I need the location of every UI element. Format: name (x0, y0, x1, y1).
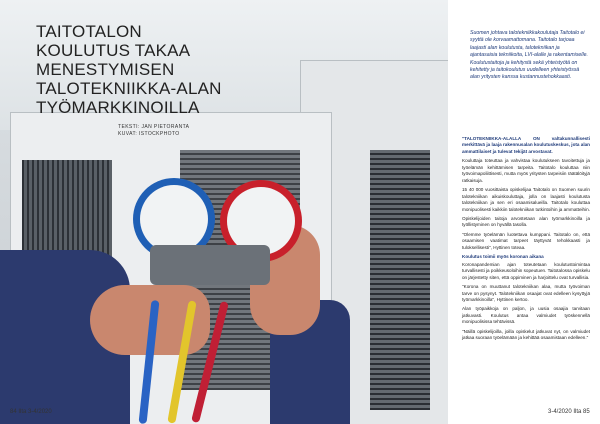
manifold-body (150, 245, 270, 285)
lead-paragraph: Suomen johtava talotekniikkakoulutaja Taitotalo ei syyttä ole korvaamattomana. Taitotalo tarjoaa laajasti alan koulutusta, talotekniikan ja ajantasaisia tekniikoita, LVI-alalle ja rakentamiselle. Koulutustaitoja ja kehitystä sekä yhteistyötä on kehitetty ja taitokoulutus uudelleen yhteistyössä alan yritysten kanssa kustannustehokkaasti. (470, 30, 588, 81)
body-paragraph: "Korona on muuttanut talotekniikan alaa, mutta työvoiman tarve on pysynyt. Talotekniikan osaajat ovat edelleen kysyttyjä työmarkkinoilla", Hyttinen kertoo. (462, 284, 590, 302)
credits (118, 124, 189, 138)
intro-paragraph: "TALOTEKNIIKKA-ALALLA ON valtakunnallisesti merkittävä ja laaja rakennusalan koulutuskeskus, jota alan ammattilaiset ja tulevat tekijät arvostavat. (462, 136, 590, 154)
ac-grille-right (370, 150, 430, 410)
body-paragraph: Opiskelijoiden taitoja arvostetaan alan työmarkkinoilla ja työllistyminen on hyvällä tasolla. (462, 215, 590, 228)
folio-right: 3-4/2020 Ilta 85 (548, 409, 590, 415)
subheading: Koulutus toimii myös koronan aikana (462, 254, 544, 260)
article-title: TAITOTALON KOULUTUS TAKAA MENESTYMISEN TALOTEKNIIKKA-ALAN TYÖMARKKINOILLA (36, 22, 222, 117)
credit-photo: KUVAT: ISTOCKPHOTO (118, 131, 180, 137)
body-paragraph: "Olemme työelämän luotettava kumppani. Taitotalo on, että osaamisen vaatimat tarpeet täyttyvät tehokkaasti ja tuloksellisesti", Hyttinen toteaa. (462, 231, 590, 250)
body-paragraph: 15 40 000 vuosittaista opiskelijaa Taitotalo on Suomen suurin talotekniikan aikuiskouluttaja, jolla on laajasti koulutusta talotekniikan ja sen eri osaamisalueilla. Taitotalo kouluttaa monipuolisesti kaikkiin talotekniikan tutkintoihin ja ammatteihin. (462, 187, 590, 212)
body-paragraph: Koronapandemian ajan toteutetaan koulutustoimintaa turvallisesti ja poikkeusoloihin sopeutuen. Taitotalossa opiskelu on järjestetty siten, että oppiminen ja harjoittelu ovat turvallisia. (462, 261, 590, 280)
body-paragraph: "Näillä opiskelijoilla, joilla opiskelut jatkuvat nyt, on valmiudet jatkaa suoraan työelämään ja kehittää osaamistaan edelleen." (462, 328, 590, 341)
body-paragraph: Kouluttaja toteuttaa ja vahvistaa koulutukseen tavoitettuja ja työelämän kehittämisen tarpeita. Taitotalo kouluttaa niin työvoimapoliittisesti, mutta myös yritysten tarpeisiin räätälöityjä ratkaisuja. (462, 158, 590, 183)
credit-text: TEKSTI: JAN PIETORANTA (118, 124, 190, 130)
folio-left: 84 Ilta 3-4/2020 (10, 409, 52, 415)
body-paragraph: Alan työpaikkoja on paljon, ja uusia osaajia tarvitaan jatkuvasti. Koulutus antaa valmiudet työskennellä monipuolisissa tehtävissä. (462, 306, 590, 325)
text-page (448, 0, 600, 424)
body-text (462, 136, 590, 345)
